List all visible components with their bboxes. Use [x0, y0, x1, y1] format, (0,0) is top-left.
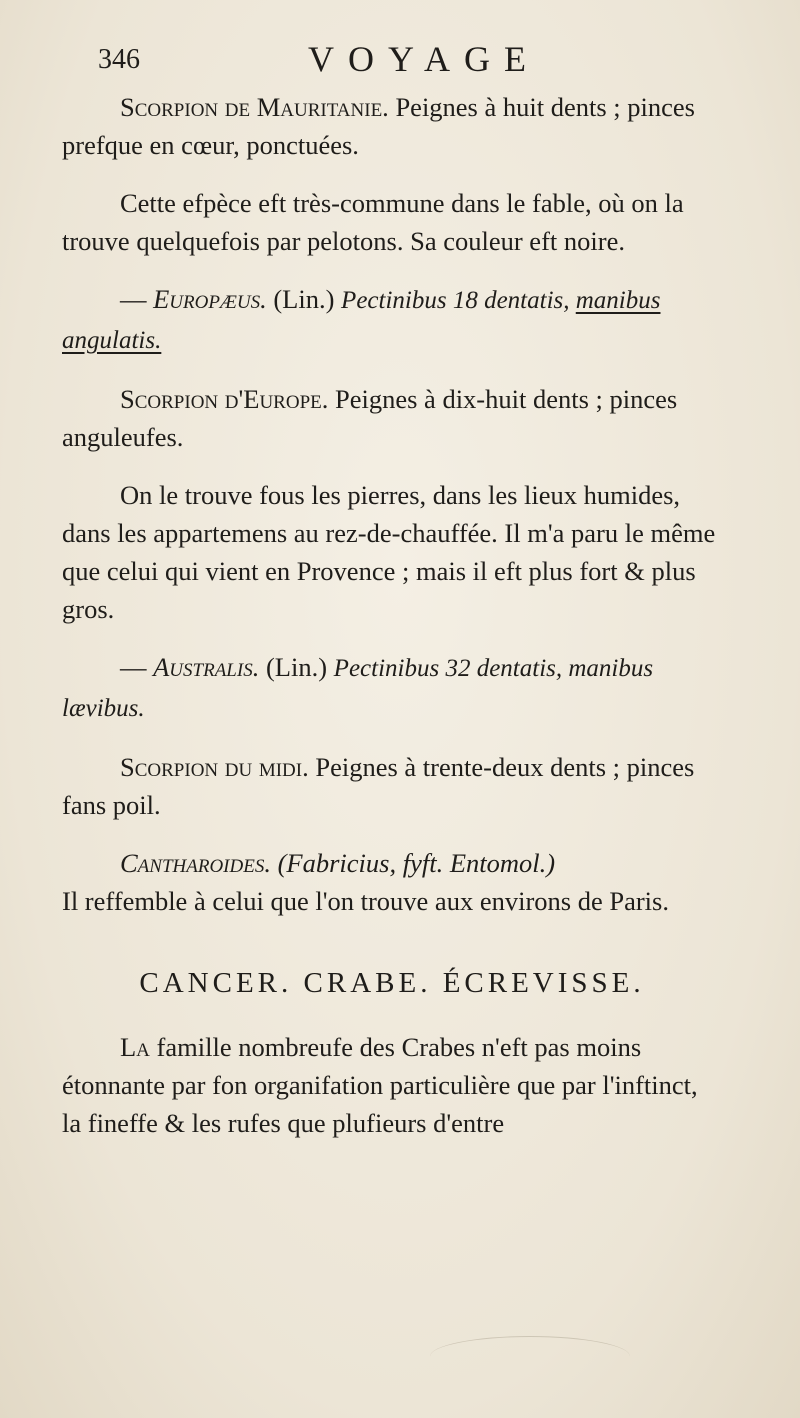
description-paragraph — [62, 88, 722, 164]
section-title: CANCER. CRABE. ÉCREVISSE. — [139, 967, 645, 999]
body-paragraph: On le trouve fous les pierres, dans les lieux humides, dans les appartemens au rez-de-chauffée. Il m'a paru le même que celui qui vient en Provence ; mais il eft plus fort & plus gros. — [62, 480, 716, 624]
species-common-name: Scorpion de Mauritanie. — [120, 92, 389, 122]
species-latin-name: Cantharoides. — [120, 848, 271, 878]
authority: (Lin.) — [265, 652, 328, 682]
paragraph-text: famille nombreufe des Crabes n'eft pas moins étonnante par fon organifation particulière que par l'inftinct, la fineffe & les rufes que plufieurs d'entre — [62, 1032, 698, 1138]
body-paragraph — [62, 1028, 722, 1142]
body-paragraph: Il reffemble à celui que l'on trouve aux environs de Paris. — [62, 886, 669, 916]
description-text: Peignes à huit dents ; pinces prefque en cœur, ponctuées. — [62, 92, 695, 160]
species-common-name: Scorpion d'Europe. — [120, 384, 329, 414]
species-heading — [62, 648, 722, 728]
species-common-name: Scorpion du midi. — [120, 752, 309, 782]
dash: — — [120, 284, 154, 314]
description-paragraph — [62, 748, 722, 824]
description-text: Peignes à dix-huit dents ; pinces anguleufes. — [62, 384, 678, 452]
page-header — [98, 38, 718, 84]
description-paragraph — [62, 380, 722, 456]
dash: — — [120, 652, 154, 682]
description-text: Peignes à trente-deux dents ; pinces fans poil. — [62, 752, 695, 820]
latin-description-underlined: manibus angulatis. — [62, 287, 661, 354]
species-latin-name: Australis. — [153, 652, 260, 682]
running-title: VOYAGE — [308, 39, 540, 79]
paper-stain — [430, 1336, 630, 1377]
latin-description: Pectinibus 32 dentatis, manibus lævibus. — [62, 655, 654, 722]
species-heading — [62, 844, 722, 882]
authority: (Fabricius, fyft. Entomol.) — [277, 848, 556, 878]
latin-description: Pectinibus 18 dentatis, — [341, 287, 576, 314]
authority: (Lin.) — [273, 284, 335, 314]
species-heading — [62, 280, 722, 360]
species-latin-name: Europæus. — [153, 284, 267, 314]
page-number: 346 — [98, 44, 140, 75]
body-paragraph: Cette efpèce eft très-commune dans le fable, où on la trouve quelquefois par pelotons. Sa couleur eft noire. — [62, 188, 684, 256]
body-text — [62, 88, 722, 1162]
lead-word: La — [120, 1032, 150, 1062]
